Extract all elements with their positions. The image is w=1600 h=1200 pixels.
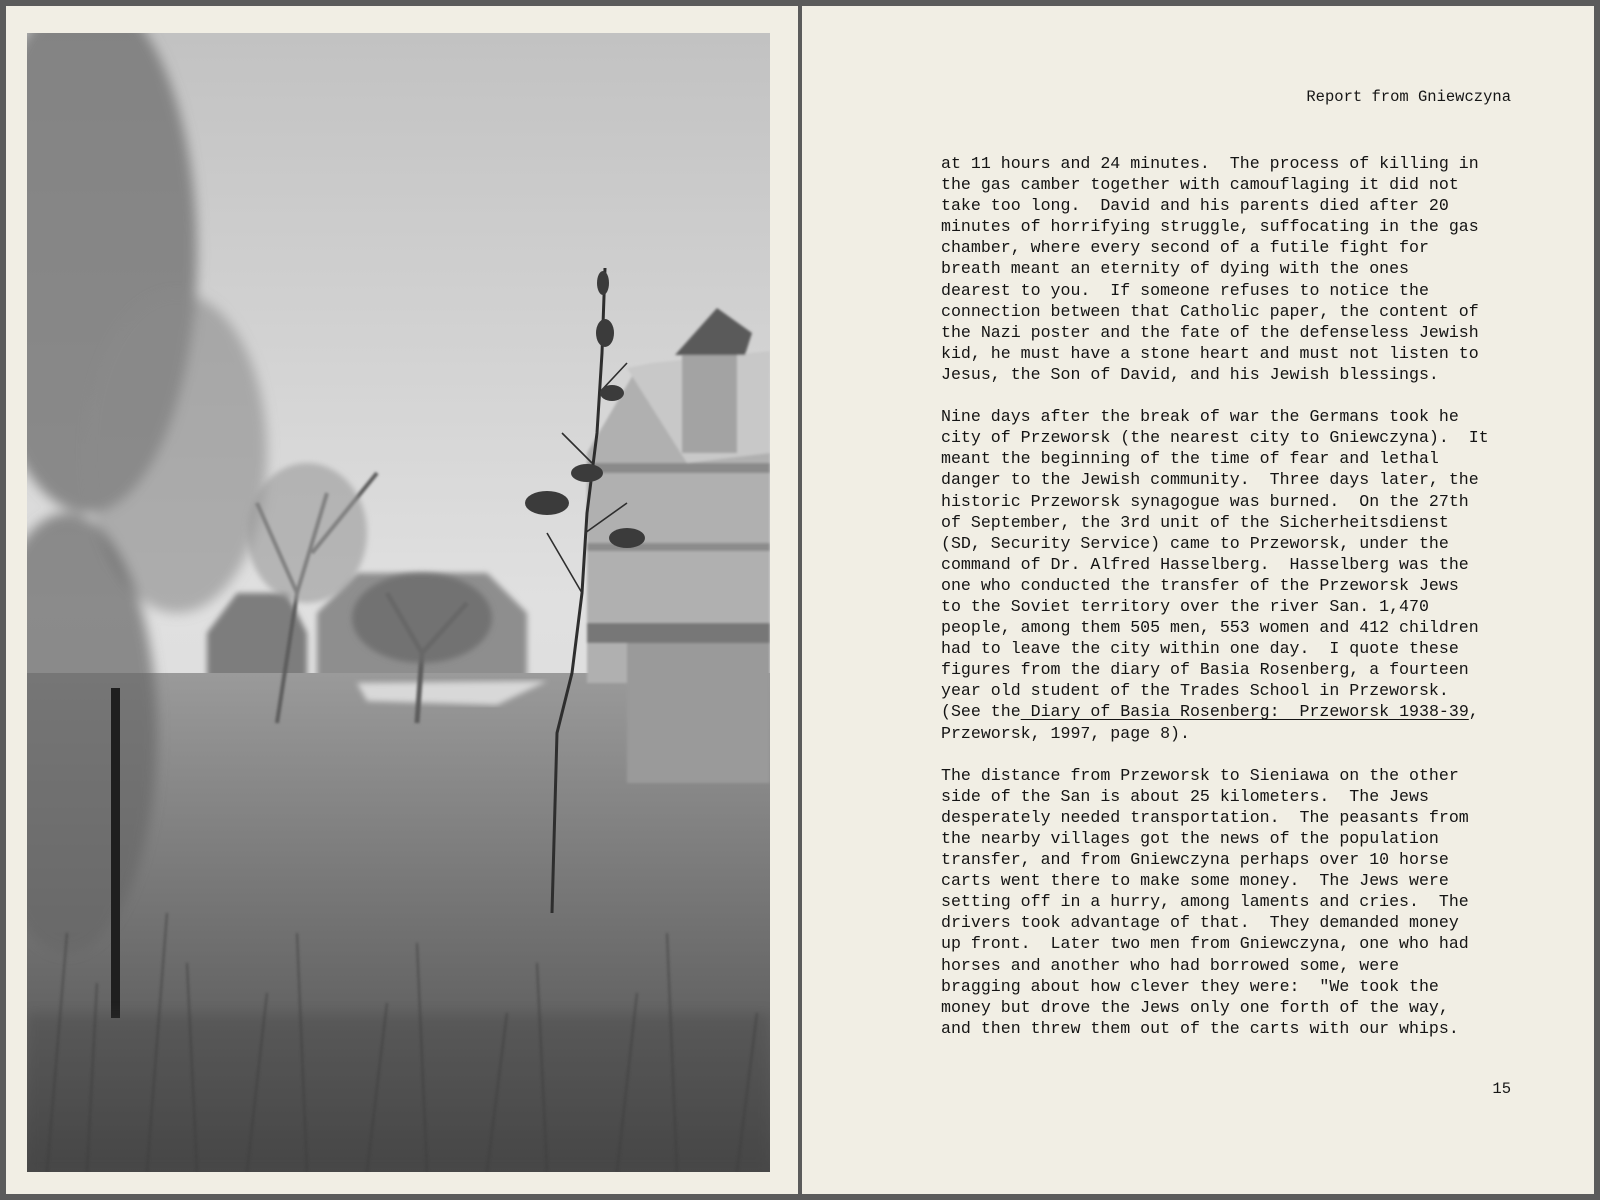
- paragraph-1: at 11 hours and 24 minutes. The process of killing in the gas camber together with camouflaging it did not take too long. David and his parents died after 20 minutes of horrifying struggle, suffocating in the gas chamber, where every second of a futile fight for breath meant an eternity of dying with the ones dearest to you. If someone refuses to notice the connection between that Catholic paper, the content of the Nazi poster and the fate of the defenseless Jewish kid, he must have a stone heart and must not listen to Jesus, the Son of David, and his Jewish blessings.: [941, 154, 1479, 384]
- paragraph-2-tail: , Przeworsk, 1997, page 8).: [941, 702, 1479, 743]
- page-number: 15: [1492, 1080, 1511, 1098]
- book-spread: [6, 6, 1594, 1194]
- diary-title-underlined: Diary of Basia Rosenberg: Przeworsk 1938-39: [1020, 702, 1469, 722]
- paragraph-3: The distance from Przeworsk to Sieniawa on the other side of the San is about 25 kilometers. The Jews desperately needed transportation. The peasants from the nearby villages got the news of the population transfer, and from Gniewczyna perhaps over 10 horse carts went there to make some money. The Jews were setting off in a hurry, among laments and cries. The drivers took advantage of that. They demanded money up front. Later two men from Gniewczyna, one who had horses and another who had borrowed some, were bragging about how clever they were: "We took the money but drove the Jews only one forth of the way, and then threw them out of the carts with our whips.: [941, 765, 1469, 1038]
- photo-image-icon: [27, 33, 770, 1172]
- page-body: [941, 153, 1531, 1060]
- paragraph-2-see: (See the: [941, 702, 1021, 722]
- bw-photograph: [27, 33, 770, 1172]
- running-head: Report from Gniewczyna: [1306, 88, 1511, 106]
- left-page: [6, 6, 798, 1194]
- paragraph-2-main: Nine days after the break of war the Germans took he city of Przeworsk (the nearest city to Gniewczyna). It meant the beginning of the time of fear and lethal danger to the Jewish community. Three days later, the historic Przeworsk synagogue was burned. On the 27th of September, the 3rd unit of the Sicherheitsdienst (SD, Security Service) came to Przeworsk, under the command of Dr. Alfred Hasselberg. Hasselberg was the one who conducted the transfer of the Przeworsk Jews to the Soviet territory over the river San. 1,470 people, among them 505 men, 553 women and 412 children had to leave the city within one day. I quote these figures from the diary of Basia Rosenberg, a fourteen year old student of the Trades School in Przeworsk.: [941, 407, 1489, 701]
- paragraph-2: [941, 406, 1531, 744]
- right-page: [802, 6, 1594, 1194]
